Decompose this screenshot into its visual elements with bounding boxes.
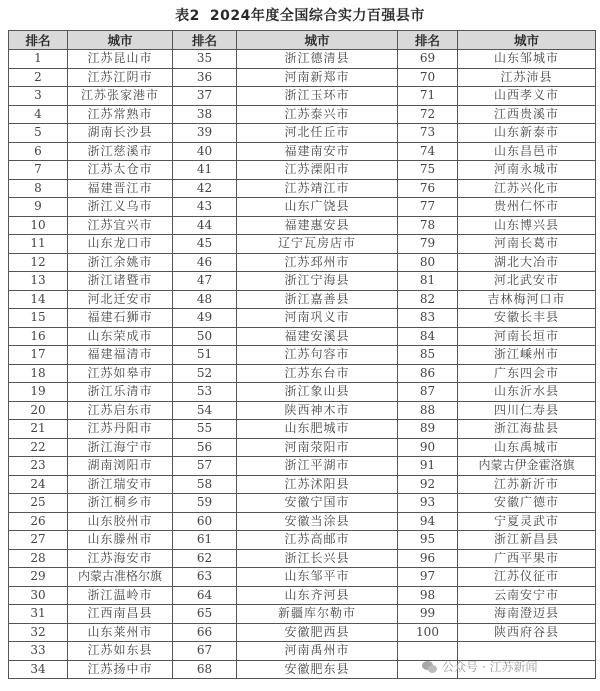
rank-cell: 19 bbox=[9, 383, 68, 402]
city-cell: 浙江象山县 bbox=[237, 383, 398, 402]
city-cell: 河南永城市 bbox=[458, 161, 596, 180]
rank-cell: 76 bbox=[398, 179, 458, 198]
watermark-text: 公众号 · 江苏新闻 bbox=[442, 660, 538, 674]
table-row bbox=[9, 124, 596, 143]
table-row bbox=[9, 457, 596, 476]
rank-cell: 31 bbox=[9, 605, 68, 624]
city-cell: 浙江宁海县 bbox=[237, 272, 398, 291]
rank-cell: 77 bbox=[398, 198, 458, 217]
city-cell: 江苏兴化市 bbox=[458, 179, 596, 198]
rank-cell: 80 bbox=[398, 253, 458, 272]
city-cell: 河南禹州市 bbox=[237, 642, 398, 661]
city-cell: 河南新郑市 bbox=[237, 68, 398, 87]
rank-cell: 97 bbox=[398, 568, 458, 587]
rank-cell: 89 bbox=[398, 420, 458, 439]
city-cell: 贵州仁怀市 bbox=[458, 198, 596, 217]
city-cell: 广东四会市 bbox=[458, 364, 596, 383]
rank-cell: 30 bbox=[9, 586, 68, 605]
header-rank-3: 排名 bbox=[398, 31, 458, 50]
rank-cell: 10 bbox=[9, 216, 68, 235]
city-cell: 山东齐河县 bbox=[237, 586, 398, 605]
rank-cell: 67 bbox=[173, 642, 237, 661]
city-cell: 新疆库尔勒市 bbox=[237, 605, 398, 624]
city-cell: 浙江桐乡市 bbox=[68, 494, 173, 513]
table-row bbox=[9, 401, 596, 420]
city-cell: 福建南安市 bbox=[237, 142, 398, 161]
city-cell: 安徽长丰县 bbox=[458, 309, 596, 328]
city-cell: 山东博兴县 bbox=[458, 216, 596, 235]
city-cell: 江苏张家港市 bbox=[68, 87, 173, 106]
rank-cell: 58 bbox=[173, 475, 237, 494]
rank-cell: 55 bbox=[173, 420, 237, 439]
city-cell: 山东广饶县 bbox=[237, 198, 398, 217]
city-cell: 湖北大冶市 bbox=[458, 253, 596, 272]
rank-cell: 94 bbox=[398, 512, 458, 531]
rank-cell: 86 bbox=[398, 364, 458, 383]
city-cell: 浙江乐清市 bbox=[68, 383, 173, 402]
rank-cell: 16 bbox=[9, 327, 68, 346]
city-cell: 江苏泰兴市 bbox=[237, 105, 398, 124]
city-cell: 河南荥阳市 bbox=[237, 438, 398, 457]
table-row bbox=[9, 549, 596, 568]
rank-cell: 64 bbox=[173, 586, 237, 605]
rank-cell: 93 bbox=[398, 494, 458, 513]
table-row bbox=[9, 475, 596, 494]
rank-cell: 79 bbox=[398, 235, 458, 254]
table-title-text: 2024年度全国综合实力百强县市 bbox=[209, 8, 425, 24]
city-cell: 江苏新沂市 bbox=[458, 475, 596, 494]
rank-cell: 9 bbox=[9, 198, 68, 217]
rank-cell: 20 bbox=[9, 401, 68, 420]
table-row bbox=[9, 105, 596, 124]
city-cell: 浙江新昌县 bbox=[458, 531, 596, 550]
rank-cell: 85 bbox=[398, 346, 458, 365]
rank-cell: 24 bbox=[9, 475, 68, 494]
rank-cell: 37 bbox=[173, 87, 237, 106]
rank-cell: 92 bbox=[398, 475, 458, 494]
city-cell: 山东肥城市 bbox=[237, 420, 398, 439]
table-header-row bbox=[9, 31, 596, 50]
table-row bbox=[9, 605, 596, 624]
city-cell: 浙江温岭市 bbox=[68, 586, 173, 605]
table-row bbox=[9, 586, 596, 605]
rank-cell: 41 bbox=[173, 161, 237, 180]
table-body bbox=[9, 50, 596, 679]
rank-cell: 28 bbox=[9, 549, 68, 568]
city-cell: 安徽宁国市 bbox=[237, 494, 398, 513]
city-cell: 四川仁寿县 bbox=[458, 401, 596, 420]
city-cell: 山东沂水县 bbox=[458, 383, 596, 402]
rank-cell: 51 bbox=[173, 346, 237, 365]
rank-cell: 5 bbox=[9, 124, 68, 143]
table-row bbox=[9, 364, 596, 383]
rank-cell: 23 bbox=[9, 457, 68, 476]
city-cell: 浙江余姚市 bbox=[68, 253, 173, 272]
rank-cell: 82 bbox=[398, 290, 458, 309]
city-cell: 安徽肥西县 bbox=[237, 623, 398, 642]
wechat-icon bbox=[422, 660, 438, 673]
header-rank-1: 排名 bbox=[9, 31, 68, 50]
city-cell: 江苏启东市 bbox=[68, 401, 173, 420]
city-cell: 河南巩义市 bbox=[237, 309, 398, 328]
rank-cell: 99 bbox=[398, 605, 458, 624]
rank-cell: 42 bbox=[173, 179, 237, 198]
rank-cell: 63 bbox=[173, 568, 237, 587]
rank-cell: 60 bbox=[173, 512, 237, 531]
city-cell: 山东荣成市 bbox=[68, 327, 173, 346]
rank-cell: 95 bbox=[398, 531, 458, 550]
rank-cell: 50 bbox=[173, 327, 237, 346]
rank-cell: 38 bbox=[173, 105, 237, 124]
city-cell: 河南长葛市 bbox=[458, 235, 596, 254]
rank-cell: 17 bbox=[9, 346, 68, 365]
rank-cell: 22 bbox=[9, 438, 68, 457]
city-cell: 江西贵溪市 bbox=[458, 105, 596, 124]
city-cell: 内蒙古准格尔旗 bbox=[68, 568, 173, 587]
table-row bbox=[9, 346, 596, 365]
city-cell: 陕西府谷县 bbox=[458, 623, 596, 642]
rank-cell: 90 bbox=[398, 438, 458, 457]
rank-cell: 53 bbox=[173, 383, 237, 402]
table-row bbox=[9, 494, 596, 513]
rank-cell: 25 bbox=[9, 494, 68, 513]
rank-cell: 73 bbox=[398, 124, 458, 143]
rank-cell: 45 bbox=[173, 235, 237, 254]
city-cell: 江苏扬中市 bbox=[68, 660, 173, 679]
rank-cell: 62 bbox=[173, 549, 237, 568]
rank-cell: 71 bbox=[398, 87, 458, 106]
table-row bbox=[9, 68, 596, 87]
table-title bbox=[0, 5, 600, 25]
city-cell: 浙江长兴县 bbox=[237, 549, 398, 568]
city-cell: 安徽当涂县 bbox=[237, 512, 398, 531]
table-row bbox=[9, 87, 596, 106]
rank-cell: 43 bbox=[173, 198, 237, 217]
rank-cell: 75 bbox=[398, 161, 458, 180]
city-cell: 浙江嵊州市 bbox=[458, 346, 596, 365]
city-cell: 河北迁安市 bbox=[68, 290, 173, 309]
city-cell: 江苏江阴市 bbox=[68, 68, 173, 87]
table-number: 表2 bbox=[175, 8, 200, 24]
rank-cell: 4 bbox=[9, 105, 68, 124]
city-cell: 河北武安市 bbox=[458, 272, 596, 291]
city-cell: 河北任丘市 bbox=[237, 124, 398, 143]
table-row bbox=[9, 290, 596, 309]
header-city-1: 城市 bbox=[68, 31, 173, 50]
city-cell: 江苏溧阳市 bbox=[237, 161, 398, 180]
rank-cell: 78 bbox=[398, 216, 458, 235]
city-cell: 福建晋江市 bbox=[68, 179, 173, 198]
city-cell: 江西南昌县 bbox=[68, 605, 173, 624]
rank-cell: 29 bbox=[9, 568, 68, 587]
rank-cell: 13 bbox=[9, 272, 68, 291]
rank-cell: 27 bbox=[9, 531, 68, 550]
city-cell: 辽宁瓦房店市 bbox=[237, 235, 398, 254]
rank-cell: 98 bbox=[398, 586, 458, 605]
city-cell: 山东昌邑市 bbox=[458, 142, 596, 161]
table-row bbox=[9, 512, 596, 531]
city-cell: 云南安宁市 bbox=[458, 586, 596, 605]
rank-cell: 81 bbox=[398, 272, 458, 291]
city-cell: 湖南浏阳市 bbox=[68, 457, 173, 476]
city-cell: 山东邹城市 bbox=[458, 50, 596, 69]
city-cell: 江苏高邮市 bbox=[237, 531, 398, 550]
rank-cell: 54 bbox=[173, 401, 237, 420]
city-cell: 福建石狮市 bbox=[68, 309, 173, 328]
city-cell: 江苏宜兴市 bbox=[68, 216, 173, 235]
city-cell: 河南长垣市 bbox=[458, 327, 596, 346]
rank-cell: 18 bbox=[9, 364, 68, 383]
city-cell: 安徽广德市 bbox=[458, 494, 596, 513]
city-cell: 江苏常熟市 bbox=[68, 105, 173, 124]
city-cell: 江苏东台市 bbox=[237, 364, 398, 383]
rank-cell: 34 bbox=[9, 660, 68, 679]
city-cell: 江苏太仓市 bbox=[68, 161, 173, 180]
rank-cell: 6 bbox=[9, 142, 68, 161]
rank-cell: 33 bbox=[9, 642, 68, 661]
city-cell: 安徽肥东县 bbox=[237, 660, 398, 679]
city-cell: 浙江嘉善县 bbox=[237, 290, 398, 309]
table-row bbox=[9, 253, 596, 272]
city-cell: 陕西神木市 bbox=[237, 401, 398, 420]
rank-cell: 100 bbox=[398, 623, 458, 642]
city-cell: 山东胶州市 bbox=[68, 512, 173, 531]
city-cell: 浙江慈溪市 bbox=[68, 142, 173, 161]
rank-cell: 46 bbox=[173, 253, 237, 272]
city-cell: 浙江海盐县 bbox=[458, 420, 596, 439]
table-row bbox=[9, 272, 596, 291]
city-cell: 山东新泰市 bbox=[458, 124, 596, 143]
city-cell: 内蒙古伊金霍洛旗 bbox=[458, 457, 596, 476]
city-cell: 广西平果市 bbox=[458, 549, 596, 568]
table-row bbox=[9, 142, 596, 161]
rank-cell: 66 bbox=[173, 623, 237, 642]
table-row bbox=[9, 309, 596, 328]
city-cell: 宁夏灵武市 bbox=[458, 512, 596, 531]
table-row bbox=[9, 438, 596, 457]
city-cell: 山西孝义市 bbox=[458, 87, 596, 106]
rank-cell: 36 bbox=[173, 68, 237, 87]
city-cell: 福建安溪县 bbox=[237, 327, 398, 346]
header-city-3: 城市 bbox=[458, 31, 596, 50]
city-cell: 江苏句容市 bbox=[237, 346, 398, 365]
city-cell: 浙江瑞安市 bbox=[68, 475, 173, 494]
header-city-2: 城市 bbox=[237, 31, 398, 50]
rank-cell: 74 bbox=[398, 142, 458, 161]
rank-cell: 7 bbox=[9, 161, 68, 180]
rank-cell: 26 bbox=[9, 512, 68, 531]
table-row bbox=[9, 531, 596, 550]
city-cell: 江苏丹阳市 bbox=[68, 420, 173, 439]
city-cell: 海南澄迈县 bbox=[458, 605, 596, 624]
rank-cell: 15 bbox=[9, 309, 68, 328]
rank-cell: 21 bbox=[9, 420, 68, 439]
rank-cell: 48 bbox=[173, 290, 237, 309]
ranking-table bbox=[8, 30, 596, 679]
rank-cell: 1 bbox=[9, 50, 68, 69]
rank-cell: 83 bbox=[398, 309, 458, 328]
city-cell: 江苏沭阳县 bbox=[237, 475, 398, 494]
table-row bbox=[9, 568, 596, 587]
city-cell: 浙江海宁市 bbox=[68, 438, 173, 457]
rank-cell: 49 bbox=[173, 309, 237, 328]
rank-cell: 8 bbox=[9, 179, 68, 198]
city-cell: 浙江诸暨市 bbox=[68, 272, 173, 291]
watermark bbox=[422, 658, 537, 675]
rank-cell: 3 bbox=[9, 87, 68, 106]
city-cell: 湖南长沙县 bbox=[68, 124, 173, 143]
rank-cell: 47 bbox=[173, 272, 237, 291]
table-row bbox=[9, 179, 596, 198]
table-row bbox=[9, 235, 596, 254]
city-cell: 江苏昆山市 bbox=[68, 50, 173, 69]
city-cell: 江苏沛县 bbox=[458, 68, 596, 87]
rank-cell: 14 bbox=[9, 290, 68, 309]
rank-cell: 52 bbox=[173, 364, 237, 383]
table-row bbox=[9, 420, 596, 439]
city-cell: 福建惠安县 bbox=[237, 216, 398, 235]
rank-cell: 69 bbox=[398, 50, 458, 69]
rank-cell: 40 bbox=[173, 142, 237, 161]
table-row bbox=[9, 216, 596, 235]
city-cell: 江苏如东县 bbox=[68, 642, 173, 661]
city-cell: 浙江玉环市 bbox=[237, 87, 398, 106]
rank-cell: 32 bbox=[9, 623, 68, 642]
rank-cell: 59 bbox=[173, 494, 237, 513]
city-cell: 山东邹平市 bbox=[237, 568, 398, 587]
city-cell: 吉林梅河口市 bbox=[458, 290, 596, 309]
rank-cell: 44 bbox=[173, 216, 237, 235]
header-rank-2: 排名 bbox=[173, 31, 237, 50]
rank-cell: 11 bbox=[9, 235, 68, 254]
city-cell: 浙江义乌市 bbox=[68, 198, 173, 217]
city-cell: 江苏如皋市 bbox=[68, 364, 173, 383]
table-row bbox=[9, 198, 596, 217]
city-cell: 山东禹城市 bbox=[458, 438, 596, 457]
rank-cell: 65 bbox=[173, 605, 237, 624]
table-row bbox=[9, 327, 596, 346]
rank-cell: 56 bbox=[173, 438, 237, 457]
table-row bbox=[9, 383, 596, 402]
table-row bbox=[9, 623, 596, 642]
rank-cell: 68 bbox=[173, 660, 237, 679]
rank-cell: 2 bbox=[9, 68, 68, 87]
rank-cell: 96 bbox=[398, 549, 458, 568]
city-cell: 浙江平湖市 bbox=[237, 457, 398, 476]
city-cell: 山东滕州市 bbox=[68, 531, 173, 550]
rank-cell: 87 bbox=[398, 383, 458, 402]
rank-cell: 57 bbox=[173, 457, 237, 476]
city-cell: 浙江德清县 bbox=[237, 50, 398, 69]
table-row bbox=[9, 50, 596, 69]
city-cell: 福建福清市 bbox=[68, 346, 173, 365]
rank-cell: 12 bbox=[9, 253, 68, 272]
rank-cell: 39 bbox=[173, 124, 237, 143]
city-cell: 江苏靖江市 bbox=[237, 179, 398, 198]
city-cell: 山东莱州市 bbox=[68, 623, 173, 642]
city-cell: 江苏邳州市 bbox=[237, 253, 398, 272]
rank-cell: 35 bbox=[173, 50, 237, 69]
rank-cell: 72 bbox=[398, 105, 458, 124]
rank-cell: 61 bbox=[173, 531, 237, 550]
table-row bbox=[9, 161, 596, 180]
rank-cell: 70 bbox=[398, 68, 458, 87]
rank-cell: 88 bbox=[398, 401, 458, 420]
rank-cell: 91 bbox=[398, 457, 458, 476]
rank-cell: 84 bbox=[398, 327, 458, 346]
city-cell: 山东龙口市 bbox=[68, 235, 173, 254]
city-cell: 江苏海安市 bbox=[68, 549, 173, 568]
city-cell: 江苏仪征市 bbox=[458, 568, 596, 587]
